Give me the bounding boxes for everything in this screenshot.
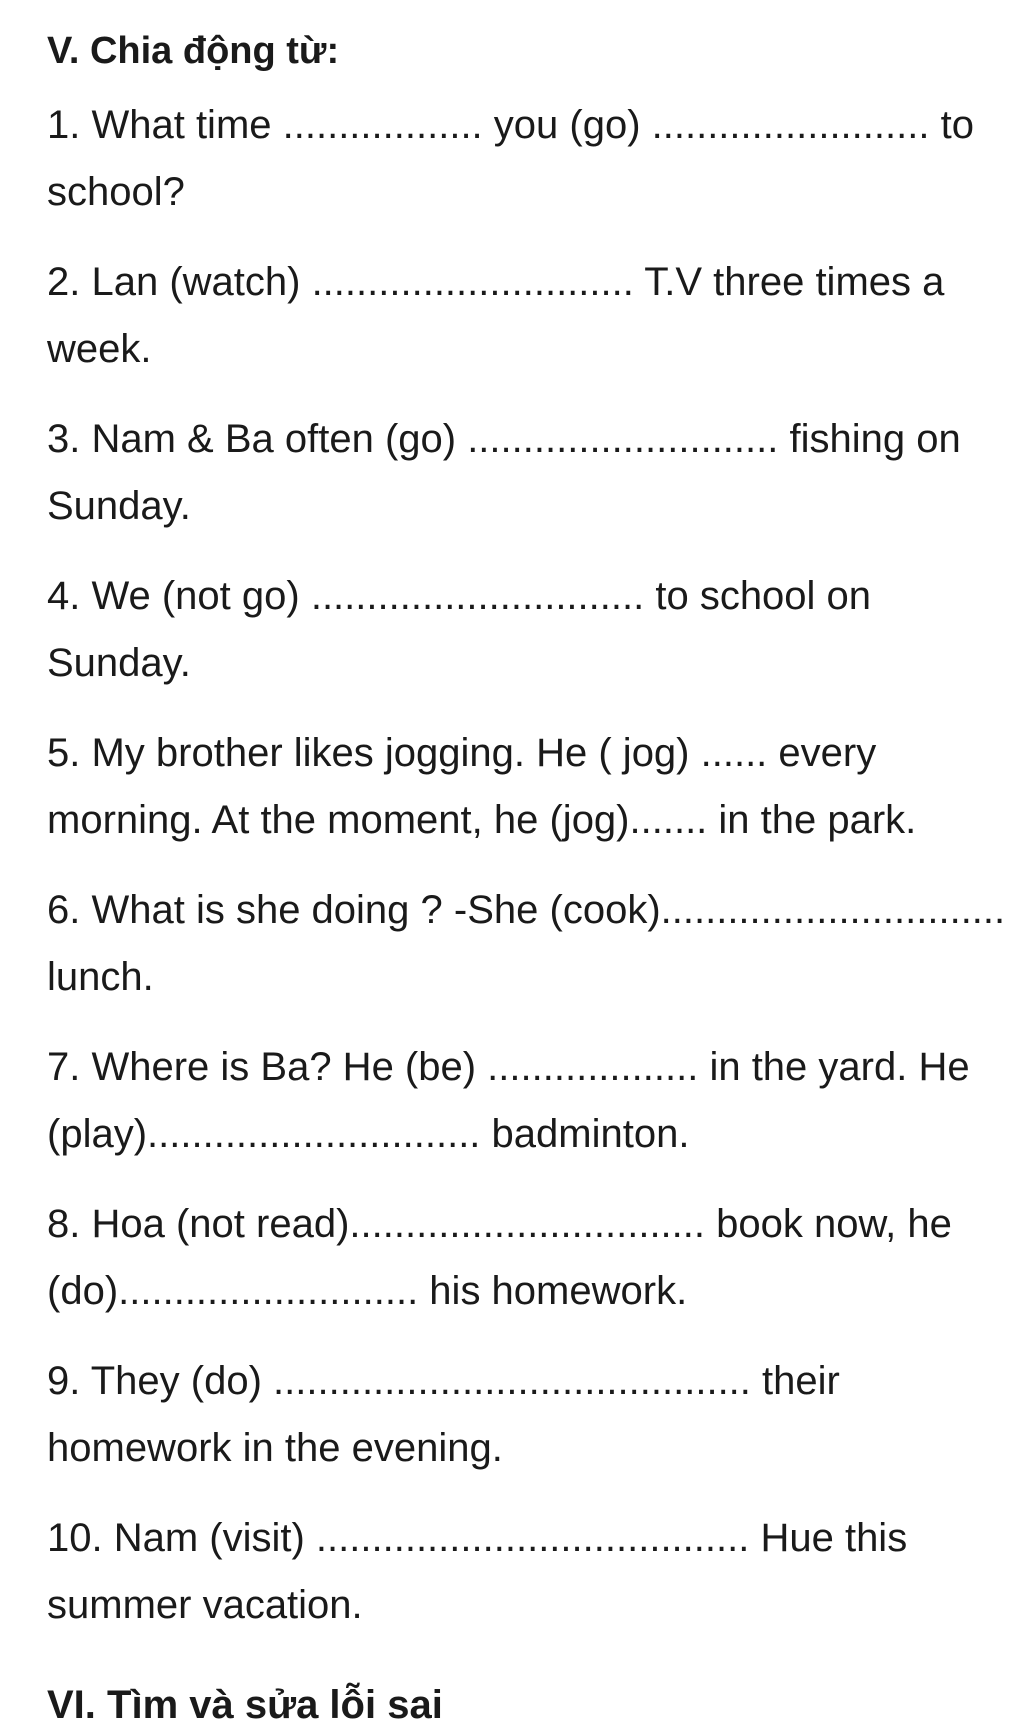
next-section-title: VI. Tìm và sửa lỗi sai bbox=[47, 1683, 443, 1727]
exercise-item-2: 2. Lan (watch) ............................. T.V three times a week. bbox=[47, 260, 945, 371]
exercise-item-3: 3. Nam & Ba often (go) ............................ fishing on Sunday. bbox=[47, 417, 961, 528]
exercise-item-7: 7. Where is Ba? He (be) ................... in the yard. He (play).............................. badminton. bbox=[47, 1045, 970, 1156]
exercise-item-6: 6. What is she doing ? -She (cook)............................... lunch. bbox=[47, 888, 1006, 999]
exercise-item-8: 8. Hoa (not read)................................ book now, he (do)........................... his homework. bbox=[47, 1202, 952, 1313]
exercise-item-4: 4. We (not go) .............................. to school on Sunday. bbox=[47, 574, 872, 685]
exercise-item-5: 5. My brother likes jogging. He ( jog) ...... every morning. At the moment, he (jog)....... in the park. bbox=[47, 731, 917, 842]
exercise-sheet bbox=[47, 22, 1007, 1662]
section-title: V. Chia động từ: bbox=[47, 30, 340, 72]
exercise-item-1: 1. What time .................. you (go) ......................... to school? bbox=[47, 103, 974, 214]
exercise-item-10: 10. Nam (visit) ....................................... Hue this summer vacation. bbox=[47, 1516, 908, 1627]
exercise-item-9: 9. They (do) ........................................... their homework in the evening. bbox=[47, 1359, 840, 1470]
